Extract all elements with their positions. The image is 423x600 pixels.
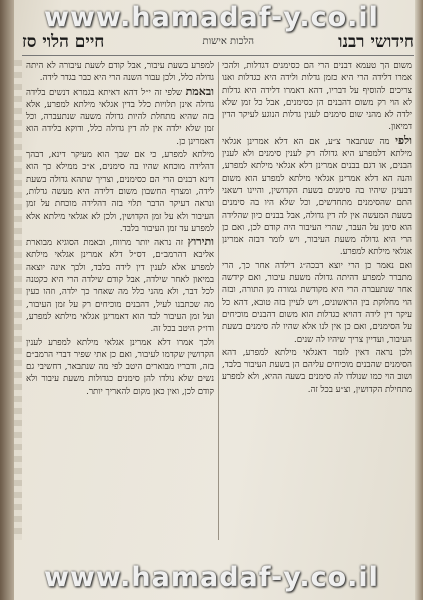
paragraph-lead-word: ובאמת (185, 84, 214, 98)
header-subtitle: הלכות אישות (202, 36, 254, 47)
header-page-label: חיים הלוי סז (22, 32, 105, 52)
left-text-column (26, 60, 214, 540)
paragraph-lead-word: ולפי (395, 133, 412, 147)
paragraph (222, 60, 412, 134)
paragraph-text: למפרע בשעת עיבור, אבל קודם לשעת עיבורה לא היתה גדולה כלל, ולכן עבור השנה הרי היא כבר בגדר לידה. (26, 61, 214, 84)
paragraph (222, 347, 412, 396)
book-spine (0, 0, 14, 600)
paragraph-text: מה שנתבאר צ״ע, אם הא דלא אמרינן אגלאי מילתא דלמפרע היא גדולה רק לענין סימנים ולא לענין הבנים, או דגם בבנים אמרינן דלא אגלאי מילתא למפרע, והנה הא דלא אמרינן אגלאי מילתא למפרע הוא משום דבעינן שיהיו בה סימנים בשעת הקדושין, והיינו דשאני התם שהסימנים מתחדשים, וכל שלא היו בה סימנים בשעת המעשה אין לה דין גדולה, אבל בבנים כיון שהלידה הוא סימן על העבר, שהרי העיבור היה קודם לכן, ואם כן הרי היא גדולה משעת העיבור, ויש לומר דבזה אמרינן אגלאי מילתא למפרע. (222, 136, 412, 258)
facing-page-edge (14, 60, 22, 540)
paragraph-text: מילתא למפרע, כי אם שבך הוא מעיקר דינא, דבהך דהלידה מוכחא שהיו בה סימנים, א״כ ממילא כך הוא דינא דבנים הרי הם כסימנים, וצריך שתהא גדולה בשעת לידה, ומצרף החשבון משום דלידה היא מעשה גדלות, ונראה דעיקר הדבר תלוי בזה דהלידה מוכחת על זמן העיבור ולא על זמן הקדושין, ולכן לא אגלאי מילתא אלא למפרע עד זמן העיבור בלבד. (26, 150, 214, 234)
header-rule (22, 55, 414, 56)
watermark-bottom: www.hamadaf-y.co.il (44, 562, 379, 593)
paragraph (26, 337, 214, 398)
paragraph (222, 260, 412, 346)
header-title: חידושי רבנו (338, 32, 414, 52)
right-text-column (222, 60, 412, 540)
paragraph-text: ואם נאמר כן הרי יוצא דבכה״ג דילדה אחר כך, הרי מתברר למפרע דהיתה גדולה משעת עיבור, ואם קידשה אחר שנתעברה הרי היא מקודשת גמורה מן התורה, ובזה הוי מחלוקת בין הראשונים, ויש לעיין בזה טובא, דהא כל עיקר דין לידה דהויא כגדלות הוא משום דהבנים מוכיחים על הסימנים, ואם כן אין לנו אלא שהיו לה סימנים בשעת העיבור, ועדיין צריך שיהיו לה שנים. (222, 260, 412, 345)
paragraph-text: ולכן נראה דאין לומר דאגלאי מילתא למפרע, דהא הסימנים שהבנים מוכיחים עליהם הן בשעת העיבור בלבד, ושוב הוי כמו שנולדו לה סימנים בשעה ההיא, ולא למפרע מתחילת הקדושין, וצ״ע בכל זה. (222, 347, 412, 395)
paragraph (26, 236, 214, 335)
paragraph (26, 60, 214, 85)
paragraph-lead-word: ותירוץ (187, 235, 214, 249)
paragraph-text: משום הך טעמא דבנים הרי הם כסימנים דגדלות, ולהכי אמרו דלידה הרי היא כזמן גדלות ולידה היא כגדלות ואנו צריכים להוסיף על דבריו, דהא דאמרו דלידה היא גדלות לא הוי רק משום דהבנים הן כסימנים, אבל כל זמן שלא ילדה לא מהני שום סימנים לענין גדלות הנוגע לעיקר הדין דמיאון. (222, 61, 412, 133)
paragraph-text: שלפי זה י״ל דהא דאיתא בגמרא דנשים בלידה גדולה אינן תלויות כלל בדין אגלאי מילתא למפרע, אלא בזה שהיא מתחלת להיות גדולה משעה שנתעברה, וכל זמן שלא ילדה אין לה דין גדולה כלל, ודוקא בלידה הוא דאמרינן כן. (26, 87, 214, 147)
column-divider (218, 62, 219, 540)
paragraph (222, 135, 412, 259)
paragraph (26, 149, 214, 235)
running-header (22, 32, 414, 56)
paragraph-text: ולכך אמרו דלא אמרינן אגלאי מילתא למפרע לענין הקדושין שקדמו לעיבור, ואם כן אתי שפיר דברי הרמב״ם בזה, ודבריו מבוארים היטב לפי מה שנתבאר, דחשיבי גם נשים שלא נולדו להן סימנים כגדולות משעת עיבור ולא קודם לכן, ואין כאן מקום להאריך יותר. (26, 337, 214, 397)
paragraph-text: זה נראה יותר מרווח, ובאמת הסוגיא מבוארת אליבא דהרמב״ם, דס״ל דלא אמרינן אגלאי מילתא למפרע אלא לענין דין לידה בלבד, ולכך אינה יוצאה במיאון לאחר שילדה, אבל קודם שילדה הרי היא כקטנה לכל דבר, ולא מהני כלל מה שאחר כך ילדה, וזהו כעין מה שכתבנו לעיל, דהבנים מוכיחים רק על זמן העיבור, ועל זמן העיבור לבד הוא דאמרינן אגלאי מילתא למפרע, ודו״ק היטב בכל זה. (26, 238, 214, 335)
watermark-top: www.hamadaf-y.co.il (44, 2, 379, 33)
page-edge (415, 0, 423, 600)
paragraph (26, 86, 214, 148)
